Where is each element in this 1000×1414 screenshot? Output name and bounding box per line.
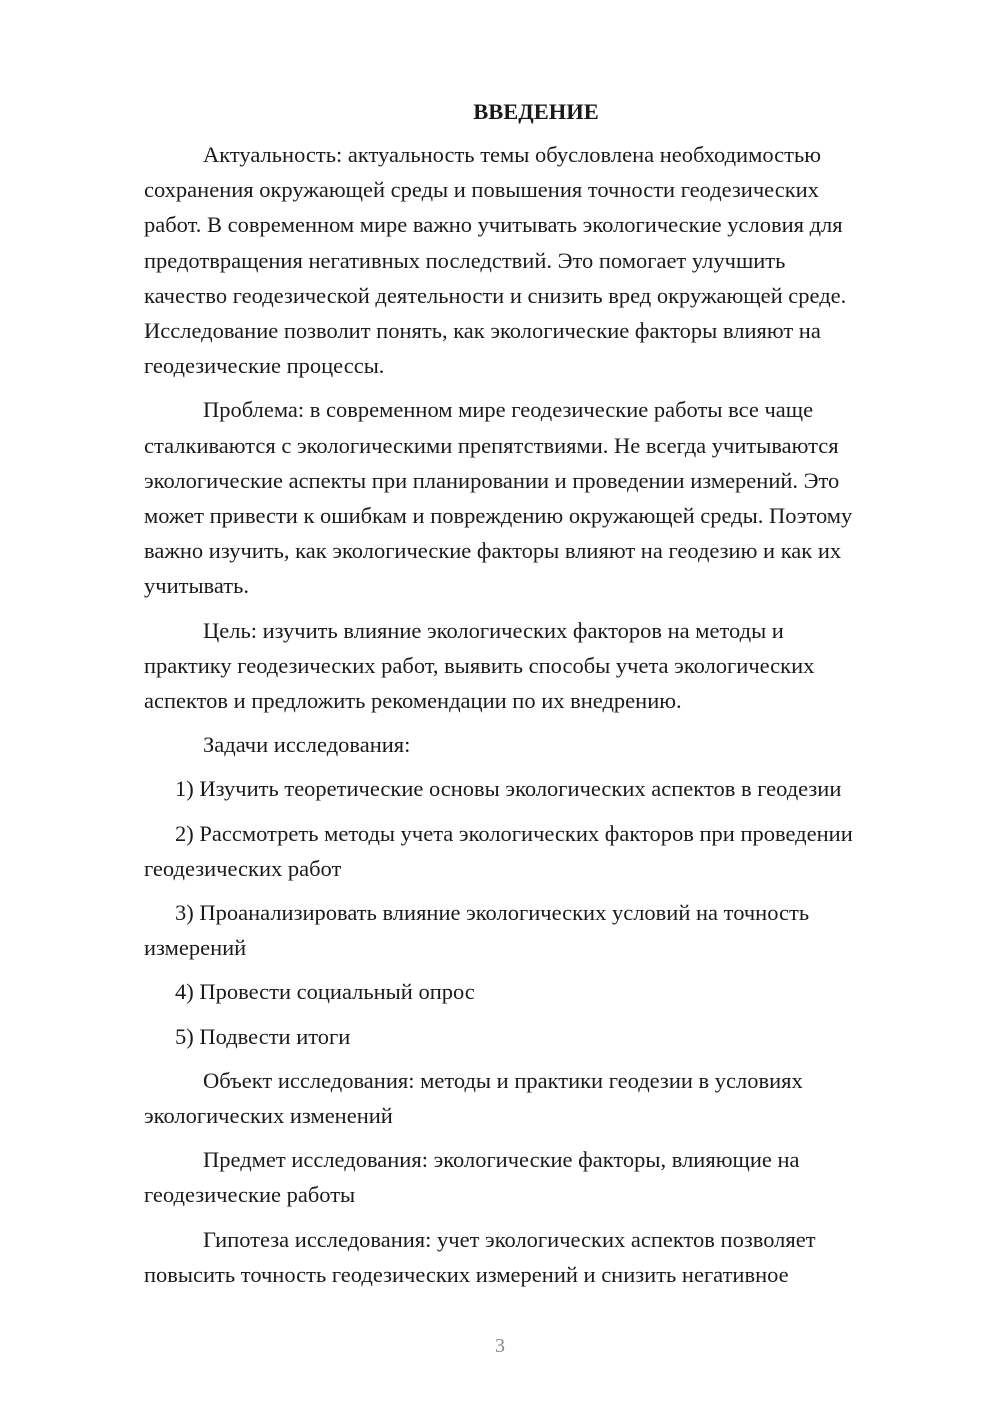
section-heading: ВВЕДЕНИЕ [473, 99, 599, 124]
goal-paragraph: Цель: изучить влияние экологических факторов на методы и практику геодезических работ, выявить способы учета экологических аспектов и предложить рекомендации по их внедрению. [144, 617, 815, 714]
task-item-1: 1) Изучить теоретические основы экологических аспектов в геодезии [175, 776, 842, 802]
research-hypothesis-paragraph: Гипотеза исследования: учет экологических аспектов позволяет повысить точность геодезических измерений и снизить негативное [144, 1226, 816, 1287]
research-object-paragraph: Объект исследования: методы и практики геодезии в условиях экологических изменений [144, 1067, 803, 1129]
task-item-3: 3) Проанализировать влияние экологических условий на точность измерений [144, 900, 810, 961]
research-subject-paragraph: Предмет исследования: экологические факторы, влияющие на геодезические работы [144, 1147, 800, 1208]
relevance-paragraph: Актуальность: актуальность темы обусловлена необходимостью сохранения окружающей среды и повышения точности геодезических работ. В современном мире важно учитывать экологические условия для предотвращения негативных последствий. Это помогает улучшить качество геодезической деятельности и снизить вред окружающей среде. Исследование позволит понять, как экологические факторы влияют на геодезические процессы. [144, 142, 847, 379]
tasks-heading: Задачи исследования: [203, 732, 411, 758]
task-item-2: 2) Рассмотреть методы учета экологических факторов при проведении геодезических работ [144, 820, 853, 881]
page-content [144, 94, 928, 1301]
task-item-5: 5) Подвести итоги [175, 1023, 351, 1049]
task-item-4: 4) Провести социальный опрос [175, 979, 475, 1005]
problem-paragraph: Проблема: в современном мире геодезические работы все чаще сталкиваются с экологическими препятствиями. Не всегда учитываются экологические аспекты при планировании и проведении измерений. Это может привести к ошибкам и повреждению окружающей среды. Поэтому важно изучить, как экологические факторы влияют на геодезию и как их учитывать. [144, 397, 853, 599]
page-number: 3 [495, 1335, 505, 1357]
